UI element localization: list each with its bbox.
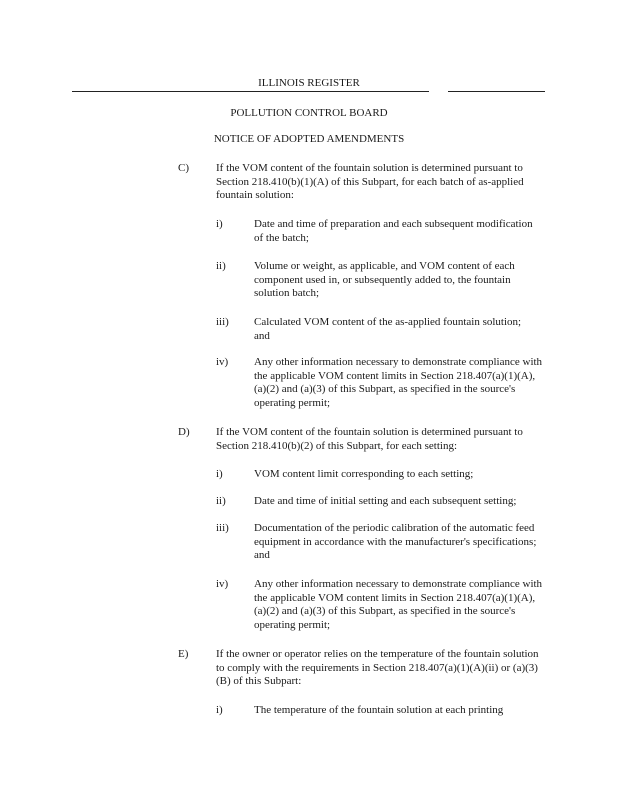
- section-marker: E): [178, 648, 189, 660]
- item-text: Calculated VOM content of the as-applied fountain solution; and: [254, 316, 522, 342]
- item-marker: iii): [216, 316, 229, 328]
- item-marker: i): [216, 468, 223, 480]
- notice-title: NOTICE OF ADOPTED AMENDMENTS: [213, 133, 405, 145]
- item-marker: iii): [216, 522, 229, 534]
- item-marker: iv): [216, 356, 229, 368]
- header-rule-left: [72, 91, 429, 92]
- item-marker: ii): [216, 260, 226, 272]
- section-text: If the owner or operator relies on the temperature of the fountain solution to comply with the requirements in Section 218.407(a)(1)(A)(ii) or (a)(3)(B) of this Subpart:: [216, 648, 539, 687]
- item-text: Volume or weight, as applicable, and VOM content of each component used in, or subsequently added to, the fountain solution batch;: [254, 260, 515, 299]
- agency-title: POLLUTION CONTROL BOARD: [230, 107, 388, 119]
- item-text: Date and time of preparation and each subsequent modification of the batch;: [254, 218, 533, 244]
- section-text: If the VOM content of the fountain solution is determined pursuant to Section 218.410(b)(1)(A) of this Subpart, for each batch of as-applied fountain solution:: [216, 162, 524, 201]
- item-text: Date and time of initial setting and each subsequent setting;: [254, 495, 517, 507]
- item-text: Any other information necessary to demonstrate compliance with the applicable VOM content limits in Section 218.407(a)(1)(A), (a)(2) and (a)(3) of this Subpart, as specified in the source's operating permit;: [254, 578, 543, 631]
- item-marker: i): [216, 704, 223, 716]
- item-text: Documentation of the periodic calibration of the automatic feed equipment in accordance with the manufacturer's specifications; and: [254, 522, 537, 561]
- item-marker: ii): [216, 495, 226, 507]
- item-marker: iv): [216, 578, 229, 590]
- header-rule-right: [448, 91, 545, 92]
- section-marker: C): [178, 162, 189, 174]
- register-title: ILLINOIS REGISTER: [258, 77, 360, 89]
- item-text: The temperature of the fountain solution at each printing: [254, 704, 504, 716]
- item-marker: i): [216, 218, 223, 230]
- section-marker: D): [178, 426, 190, 438]
- item-text: VOM content limit corresponding to each setting;: [254, 468, 474, 480]
- item-text: Any other information necessary to demonstrate compliance with the applicable VOM content limits in Section 218.407(a)(1)(A), (a)(2) and (a)(3) of this Subpart, as specified in the source's operating permit;: [254, 356, 543, 409]
- section-text: If the VOM content of the fountain solution is determined pursuant to Section 218.410(b)(2) of this Subpart, for each setting:: [216, 426, 523, 452]
